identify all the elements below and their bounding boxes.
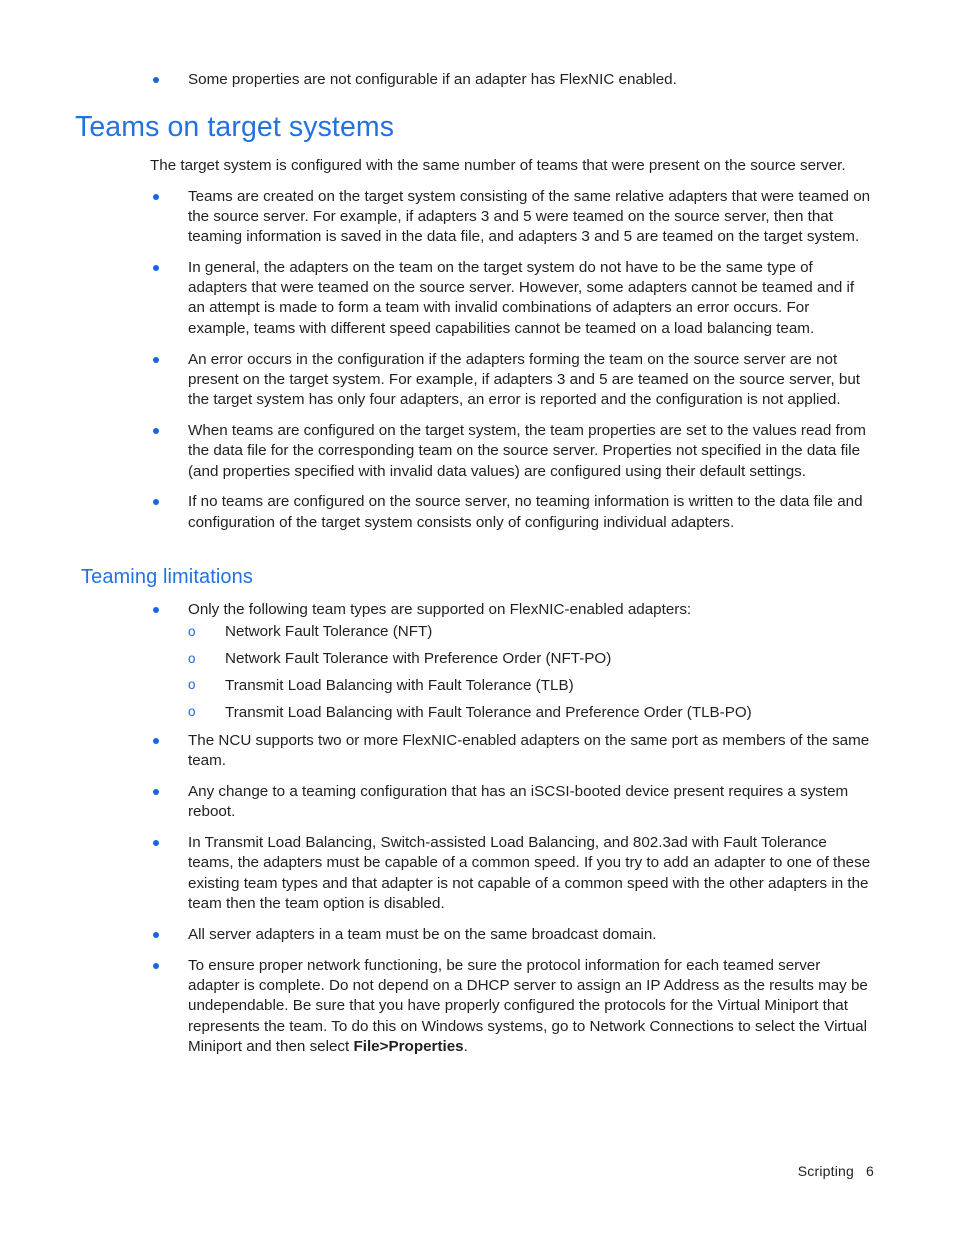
circle-marker-icon: o — [188, 677, 196, 693]
bullet-dot-icon — [153, 840, 159, 846]
sub-list-item — [188, 649, 875, 669]
sub-list-item-text: Transmit Load Balancing with Fault Tolerance (TLB) — [225, 676, 574, 694]
bullet-dot-icon — [153, 77, 159, 83]
section-heading-teams-on-target-systems: Teams on target systems — [75, 111, 395, 144]
supported-team-types-sublist — [188, 622, 875, 723]
list-item — [75, 782, 875, 823]
list-item-text: All server adapters in a team must be on the same broadcast domain. — [188, 925, 657, 943]
list-item-text: In general, the adapters on the team on the target system do not have to be the same type of adapters that were teamed on the source server. However, some adapters cannot be teamed and if an attempt is made to form a team with invalid combinations of adapters an error occurs. For example, teams with different speed capabilities cannot be teamed on a load balancing team. — [188, 258, 855, 337]
list-item — [75, 600, 875, 723]
list-item-text: If no teams are configured on the source server, no teaming information is written to the data file and configuration of the target system consists only of configuring individual adapters. — [188, 493, 863, 531]
top-bullet-list — [75, 70, 875, 90]
sub-list-item-text: Transmit Load Balancing with Fault Tolerance and Preference Order (TLB-PO) — [225, 703, 752, 721]
list-item-text: Only the following team types are supported on FlexNIC-enabled adapters: — [188, 600, 692, 618]
bullet-dot-icon — [153, 357, 159, 363]
bullet-dot-icon — [153, 963, 159, 969]
list-item-text-after: . — [463, 1037, 468, 1055]
list-item — [75, 731, 875, 772]
list-item-text: Any change to a teaming configuration that has an iSCSI-booted device present requires a system reboot. — [188, 783, 849, 821]
footer-page-number: 6 — [866, 1163, 874, 1179]
page-footer — [798, 1163, 874, 1179]
list-item-text: When teams are configured on the target system, the team properties are set to the values read from the data file for the corresponding team on the source server. Properties not specified in the data file (and properties specified with invalid data values) are configured using their default settings. — [188, 421, 866, 480]
teaming-limitations-bullet-list — [75, 600, 875, 1057]
bullet-dot-icon — [153, 932, 159, 938]
bullet-dot-icon — [153, 789, 159, 795]
bullet-dot-icon — [153, 607, 159, 613]
sub-list-item-text: Network Fault Tolerance with Preference Order (NFT-PO) — [225, 650, 612, 668]
list-item — [75, 70, 875, 90]
list-item — [75, 187, 875, 248]
circle-marker-icon: o — [188, 650, 196, 666]
circle-marker-icon: o — [188, 623, 196, 639]
list-item — [75, 925, 875, 945]
circle-marker-icon: o — [188, 704, 196, 720]
page-content — [75, 70, 875, 1068]
bullet-dot-icon — [153, 499, 159, 505]
sub-list-item — [188, 703, 875, 723]
list-item-text: The NCU supports two or more FlexNIC-enabled adapters on the same port as members of the same team. — [188, 731, 870, 770]
footer-label: Scripting — [797, 1163, 854, 1179]
teams-on-target-systems-bullet-list — [75, 187, 875, 533]
list-item — [75, 350, 875, 411]
list-item-text: Some properties are not configurable if an adapter has FlexNIC enabled. — [188, 71, 677, 88]
list-item-text: Teams are created on the target system consisting of the same relative adapters that were teamed on the source server. For example, if adapters 3 and 5 were teamed on the source server, then that teaming information is saved in the data file, and adapters 3 and 5 are teamed on the target system. — [188, 187, 871, 246]
list-item — [75, 421, 875, 482]
menu-path-emphasis: File>Properties — [353, 1037, 464, 1055]
list-item — [75, 492, 875, 533]
sub-list-item — [188, 622, 875, 642]
sub-list-item — [188, 676, 875, 696]
list-item — [75, 258, 875, 339]
section-heading-teaming-limitations: Teaming limitations — [81, 565, 253, 588]
bullet-dot-icon — [153, 428, 159, 434]
sub-list-item-text: Network Fault Tolerance (NFT) — [225, 623, 433, 641]
bullet-dot-icon — [153, 265, 159, 271]
bullet-dot-icon — [153, 738, 159, 744]
list-item-text-before: To ensure proper network functioning, be sure the protocol information for each teamed server adapter is complete. Do not depend on a DHCP server to assign an IP Address as the results may be undependable. Be sure that you have properly configured the protocols for the Virtual Miniport that represents the team. To do this on Windows systems, go to Network Connections to select the Virtual Miniport and then select — [188, 956, 868, 1055]
list-item — [75, 956, 875, 1057]
section-intro-paragraph: The target system is configured with the same number of teams that were present on the source server. — [150, 157, 846, 175]
bullet-dot-icon — [153, 194, 159, 200]
list-item-text: An error occurs in the configuration if the adapters forming the team on the source server are not present on the target system. For example, if adapters 3 and 5 are teamed on the source server, but the target system has only four adapters, an error is reported and the configuration is not applied. — [188, 350, 860, 409]
list-item-text: In Transmit Load Balancing, Switch-assisted Load Balancing, and 802.3ad with Fault Tolerance teams, the adapters must be capable of a common speed. If you try to add an adapter to one of these existing team types and that adapter is not capable of a common speed with the other adapters in the team then the team option is disabled. — [188, 834, 871, 913]
list-item — [75, 833, 875, 914]
